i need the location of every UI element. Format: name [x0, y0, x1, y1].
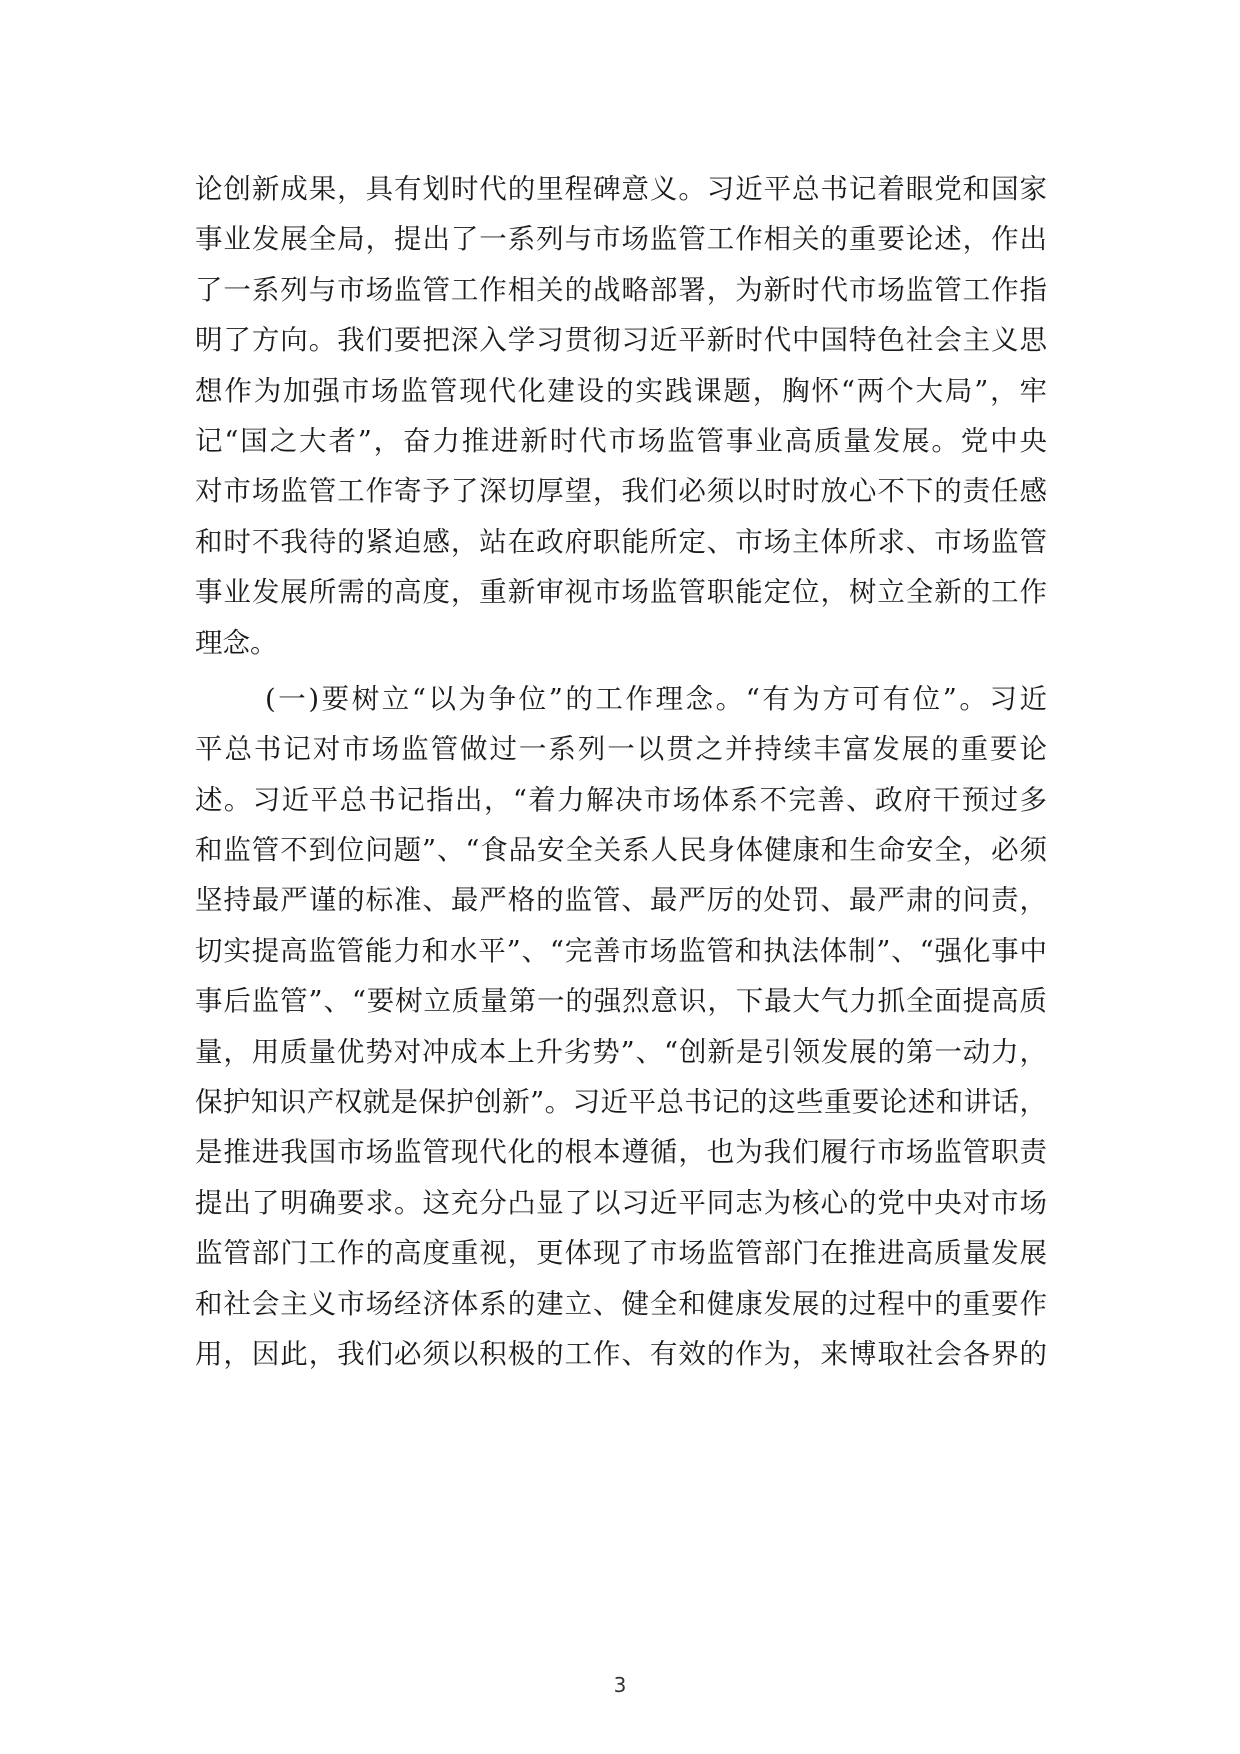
page-number: 3: [613, 1673, 627, 1697]
text-line: 对市场监管工作寄予了深切厚望，我们必须以时时放心不下的责任感: [195, 475, 1047, 508]
text-line: 记“国之大者”，奋力推进新时代市场监管事业高质量发展。党中央: [195, 424, 1047, 457]
text-line: 保护知识产权就是保护创新”。习近平总书记的这些重要论述和讲话，: [195, 1086, 1047, 1119]
text-line: 事后监管”、“要树立质量第一的强烈意识，下最大气力抓全面提高质: [195, 985, 1047, 1018]
text-line: 述。习近平总书记指出，“着力解决市场体系不完善、政府干预过多: [195, 783, 1047, 816]
text-line: (一)要树立“以为争位”的工作理念。“有为方可有位”。习近: [265, 682, 1047, 715]
text-line: 监管部门工作的高度重视，更体现了市场监管部门在推进高质量发展: [195, 1237, 1047, 1270]
text-line: 和监管不到位问题”、“食品安全关系人民身体健康和生命安全，必须: [195, 834, 1047, 867]
text-line: 切实提高监管能力和水平”、“完善市场监管和执法体制”、“强化事中: [195, 934, 1047, 967]
paragraph-2: [195, 674, 1047, 1379]
text-line: 明了方向。我们要把深入学习贯彻习近平新时代中国特色社会主义思: [195, 324, 1047, 357]
text-line: 论创新成果，具有划时代的里程碑意义。习近平总书记着眼党和国家: [195, 173, 1047, 205]
text-line: 坚持最严谨的标准、最严格的监管、最严厉的处罚、最严肃的问责，: [195, 884, 1047, 917]
text-line: 了一系列与市场监管工作相关的战略部署，为新时代市场监管工作指: [195, 273, 1047, 306]
text-line: 事业发展全局，提出了一系列与市场监管工作相关的重要论述，作出: [195, 223, 1047, 256]
text-line: 事业发展所需的高度，重新审视市场监管职能定位，树立全新的工作: [195, 576, 1047, 609]
text-line: 用，因此，我们必须以积极的工作、有效的作为，来博取社会各界的: [195, 1337, 1047, 1370]
text-line: 是推进我国市场监管现代化的根本遵循，也为我们履行市场监管职责: [195, 1136, 1047, 1169]
text-line: 提出了明确要求。这充分凸显了以习近平同志为核心的党中央对市场: [195, 1186, 1047, 1219]
text-line: 理念。: [195, 626, 278, 659]
text-line: 和时不我待的紧迫感，站在政府职能所定、市场主体所求、市场监管: [195, 525, 1047, 558]
paragraph-1: [195, 164, 1047, 668]
text-line: 和社会主义市场经济体系的建立、健全和健康发展的过程中的重要作: [195, 1287, 1047, 1320]
text-line: 想作为加强市场监管现代化建设的实践课题，胸怀“两个大局”，牢: [195, 374, 1047, 407]
document-body: [195, 164, 1047, 1379]
text-line: 平总书记对市场监管做过一系列一以贯之并持续丰富发展的重要论: [195, 733, 1047, 766]
text-line: 量，用质量优势对冲成本上升劣势”、“创新是引领发展的第一动力，: [195, 1035, 1047, 1068]
